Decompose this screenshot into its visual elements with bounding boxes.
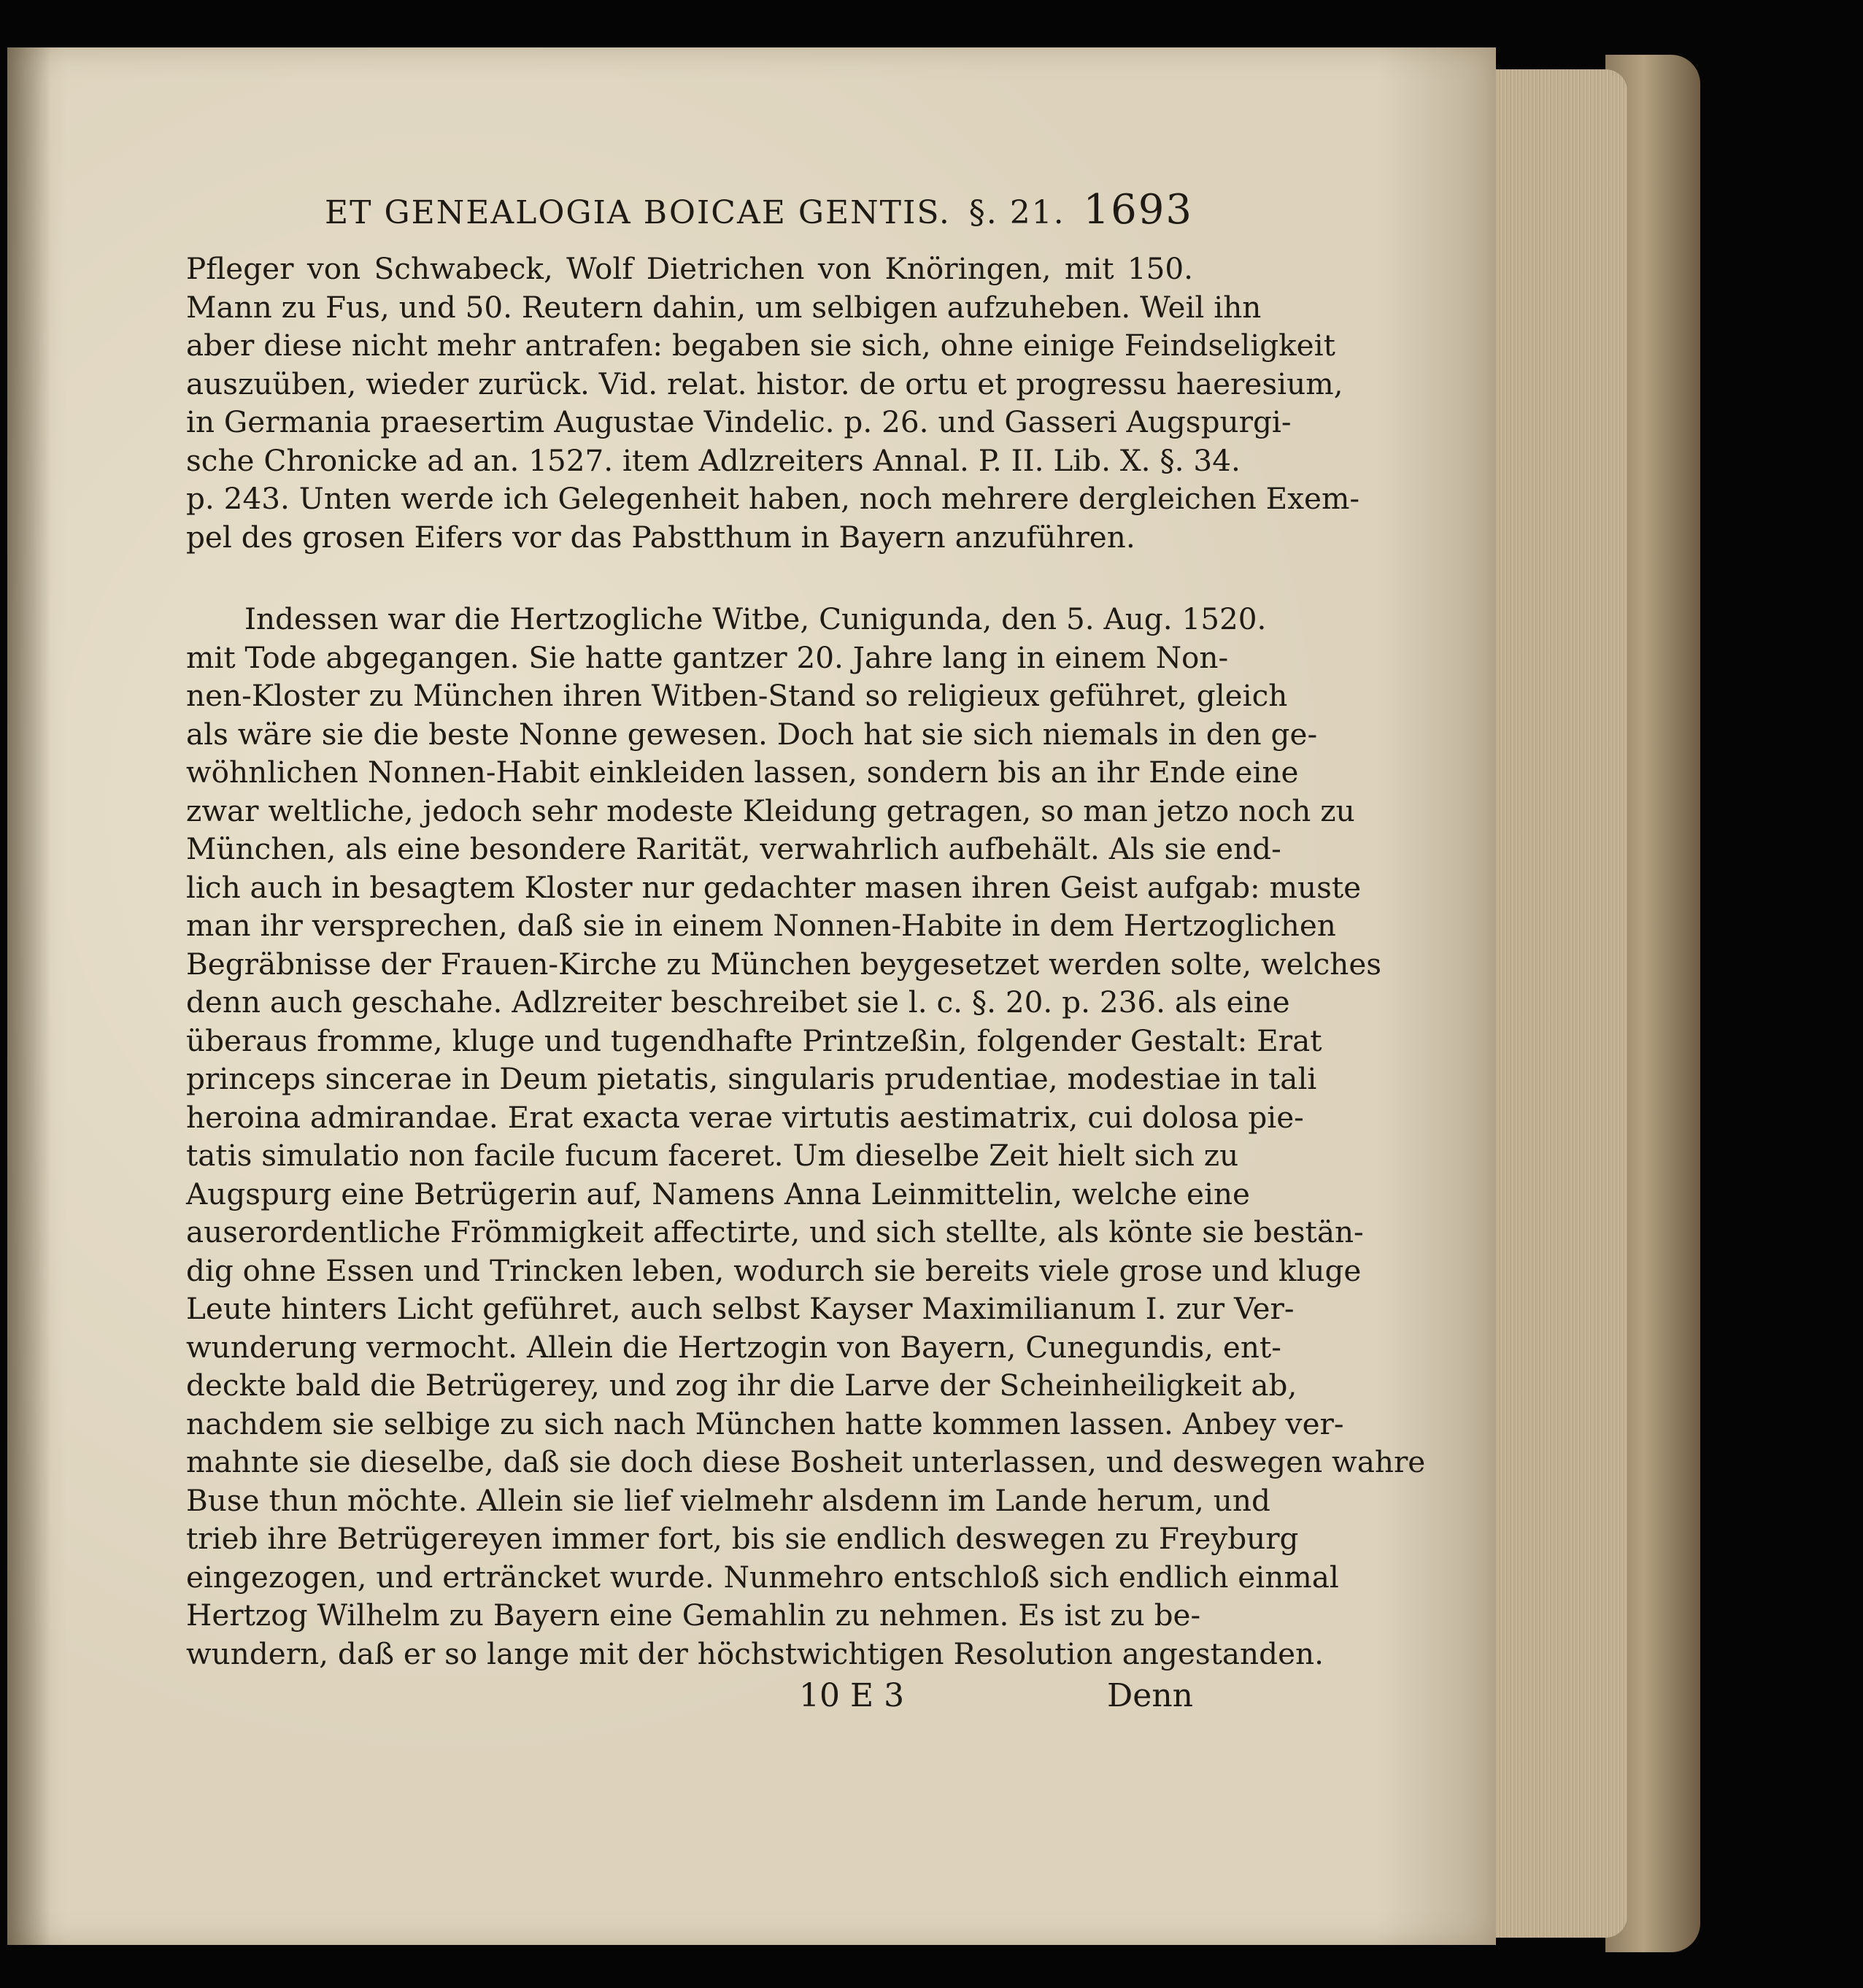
text-line: Pfleger von Schwabeck, Wolf Dietrichen von Knöringen, mit 150. (186, 251, 1193, 286)
paragraph-2 (186, 600, 1426, 1673)
text-line: in Germania praesertim Augustae Vindelic. p. 26. und Gasseri Augspurgi- (186, 404, 1292, 439)
text-line: überaus fromme, kluge und tugendhafte Printzeßin, folgender Gestalt: Erat (186, 1022, 1322, 1058)
text-line: wundern, daß er so lange mit der höchstwichtigen Resolution angestanden. (186, 1636, 1324, 1671)
running-title: ET GENEALOGIA BOICAE GENTIS. (325, 194, 951, 231)
text-line: Hertzog Wilhelm zu Bayern eine Gemahlin zu nehmen. Es ist zu be- (186, 1598, 1201, 1633)
page-edges (1496, 69, 1627, 1938)
signature-mark: 10 E 3 (799, 1677, 905, 1714)
text-line: auszuüben, wieder zurück. Vid. relat. histor. de ortu et progressu haeresium, (186, 366, 1343, 401)
section-number: §. 21. (968, 194, 1065, 231)
text-line: Buse thun möchte. Allein sie lief vielmehr alsdenn im Lande herum, und (186, 1482, 1270, 1518)
text-line: denn auch geschahe. Adlzreiter beschreibet sie l. c. §. 20. p. 236. als eine (186, 985, 1290, 1020)
page-number: 1693 (1083, 186, 1193, 234)
text-line: mahnte sie dieselbe, daß sie doch diese Bosheit unterlassen, und deswegen wahre (186, 1444, 1426, 1479)
text-line: auserordentliche Frömmigkeit affectirte, und sich stellte, als könte sie bestän- (186, 1214, 1364, 1249)
paragraph-1 (186, 250, 1360, 556)
text-line: Indessen war die Hertzogliche Witbe, Cunigunda, den 5. Aug. 1520. (244, 601, 1267, 636)
text-line: heroina admirandae. Erat exacta verae virtutis aestimatrix, cui dolosa pie- (186, 1099, 1304, 1135)
text-line: nachdem sie selbige zu sich nach München hatte kommen lassen. Anbey ver- (186, 1406, 1344, 1441)
page-content (186, 186, 1426, 1714)
gutter-shadow (7, 47, 51, 1945)
text-line: nen-Kloster zu München ihren Witben-Stand so religieux geführet, gleich (186, 678, 1288, 713)
text-line: zwar weltliche, jedoch sehr modeste Kleidung getragen, so man jetzo noch zu (186, 793, 1355, 828)
text-line: wöhnlichen Nonnen-Habit einkleiden lassen, sondern bis an ihr Ende eine (186, 755, 1299, 790)
text-line: wunderung vermocht. Allein die Hertzogin von Bayern, Cunegundis, ent- (186, 1329, 1281, 1365)
text-line: princeps sincerae in Deum pietatis, singularis prudentiae, modestiae in tali (186, 1061, 1317, 1096)
text-line: tatis simulatio non facile fucum faceret. Um dieselbe Zeit hielt sich zu (186, 1138, 1239, 1173)
running-head (325, 186, 1193, 234)
text-line: sche Chronicke ad an. 1527. item Adlzreiters Annal. P. II. Lib. X. §. 34. (186, 442, 1241, 478)
text-line: als wäre sie die beste Nonne gewesen. Doch hat sie sich niemals in den ge- (186, 716, 1318, 752)
text-line: eingezogen, und erträncket wurde. Nunmehro entschloß sich endlich einmal (186, 1559, 1339, 1595)
text-line: Augspurg eine Betrügerin auf, Namens Anna Leinmittelin, welche eine (186, 1176, 1250, 1211)
text-line: München, als eine besondere Rarität, verwahrlich aufbehält. Als sie end- (186, 831, 1281, 866)
text-line: dig ohne Essen und Trincken leben, wodurch sie bereits viele grose und kluge (186, 1252, 1362, 1288)
catchword: Denn (1107, 1677, 1193, 1714)
text-line: mit Tode abgegangen. Sie hatte gantzer 20. Jahre lang in einem Non- (186, 639, 1229, 675)
page-footer (186, 1677, 1193, 1714)
text-line: Leute hinters Licht geführet, auch selbst Kayser Maximilianum I. zur Ver- (186, 1291, 1295, 1326)
text-line: deckte bald die Betrügerey, und zog ihr die Larve der Scheinheiligkeit ab, (186, 1368, 1297, 1403)
text-line: lich auch in besagtem Kloster nur gedachter masen ihren Geist aufgab: muste (186, 869, 1362, 905)
text-line: trieb ihre Betrügereyen immer fort, bis sie endlich deswegen zu Freyburg (186, 1521, 1299, 1556)
text-line: pel des grosen Eifers vor das Pabstthum in Bayern anzuführen. (186, 519, 1135, 555)
text-line: p. 243. Unten werde ich Gelegenheit haben, noch mehrere dergleichen Exem- (186, 481, 1360, 516)
text-line: Mann zu Fus, und 50. Reutern dahin, um selbigen aufzuheben. Weil ihn (186, 289, 1262, 325)
text-line: man ihr versprechen, daß sie in einem Nonnen-Habite in dem Hertzoglichen (186, 908, 1336, 943)
text-line: aber diese nicht mehr antrafen: begaben sie sich, ohne einige Feindseligkeit (186, 328, 1335, 363)
text-line: Begräbnisse der Frauen-Kirche zu München beygesetzet werden solte, welches (186, 946, 1382, 982)
